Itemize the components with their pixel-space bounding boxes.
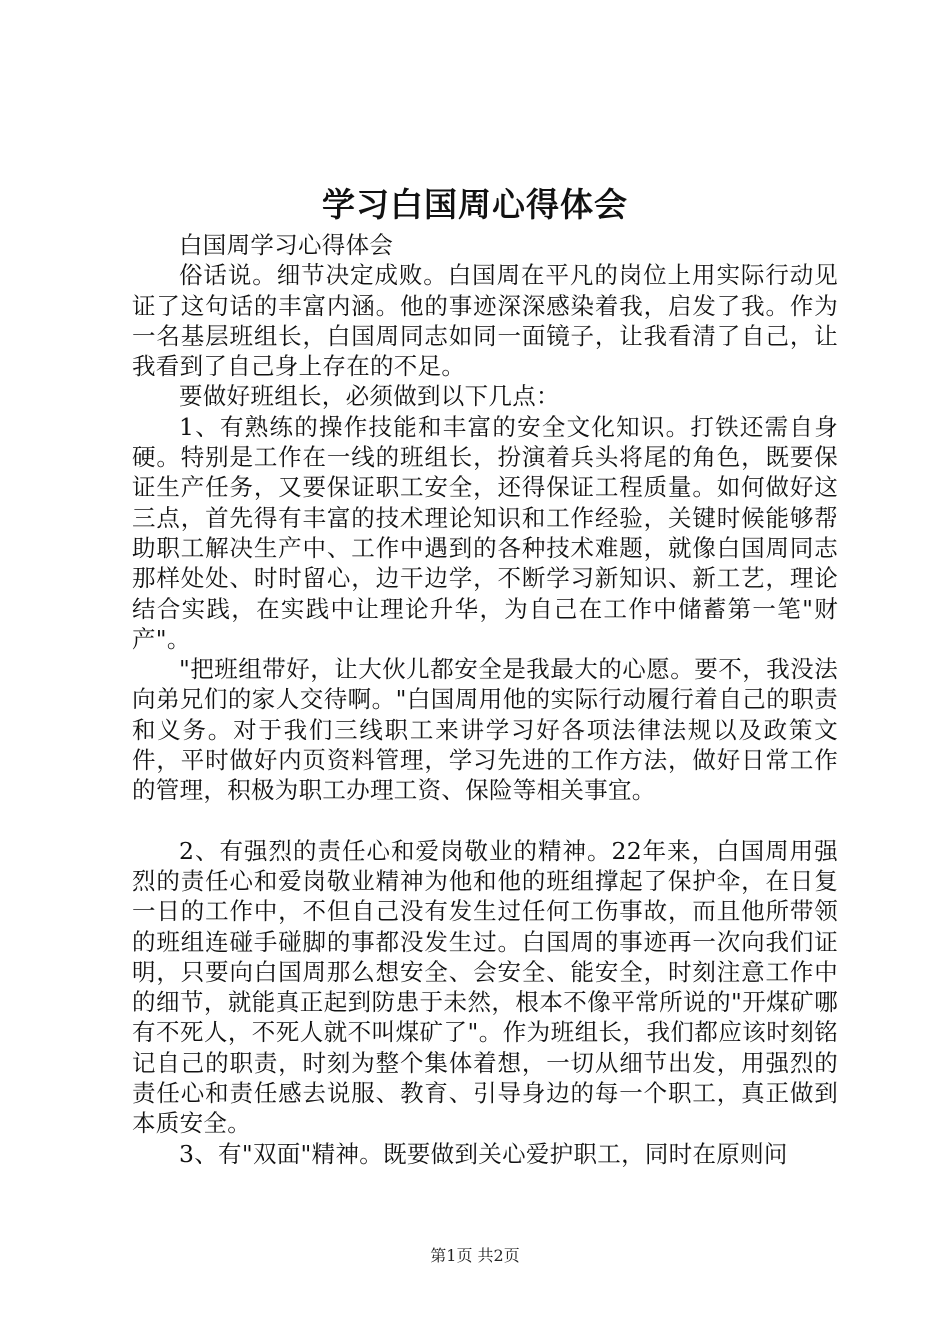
paragraph-point-2: 2、有强烈的责任心和爱岗敬业的精神。22年来，白国周用强烈的责任心和爱岗敬业精神为他和他的班组撑起了保护伞，在日复一日的工作中，不但自己没有发生过任何工伤事故，而且他所带领的班组连碰手碰脚的事都没发生过。白国周的事迹再一次向我们证明，只要向白国周那么想安全、会安全、能安全，时刻注意工作中的细节，就能真正起到防患于未然，根本不像平常所说的"开煤矿哪有不死人，不死人就不叫煤矿了"。作为班组长，我们都应该时刻铭记自己的职责，时刻为整个集体着想，一切从细节出发，用强烈的责任心和责任感去说服、教育、引导身边的每一个职工，真正做到本质安全。 bbox=[132, 836, 838, 1138]
paragraph-lead: 要做好班组长，必须做到以下几点： bbox=[179, 382, 560, 411]
paragraph-point-1: 1、有熟练的操作技能和丰富的安全文化知识。打铁还需自身硬。特别是工作在一线的班组长，扮演着兵头将尾的角色，既要保证生产任务，又要保证职工安全，还得保证工程质量。如何做好这三点，首先得有丰富的技术理论知识和工作经验，关键时候能够帮助职工解决生产中、工作中遇到的各种技术难题，就像白国周同志那样处处、时时留心，边干边学，不断学习新知识、新工艺，理论结合实践，在实践中让理论升华，为自己在工作中储蓄第一笔"财产"。 bbox=[132, 412, 838, 653]
document-body bbox=[132, 230, 838, 1169]
document-title: 学习白国周心得体会 bbox=[322, 185, 628, 224]
paragraph-point-3: 3、有"双面"精神。既要做到关心爱护职工，同时在原则问 bbox=[179, 1139, 788, 1168]
paragraph-intro: 俗话说。细节决定成败。白国周在平凡的岗位上用实际行动见证了这句话的丰富内涵。他的事迹深深感染着我，启发了我。作为一名基层班组长，白国周同志如同一面镜子，让我看清了自己，让我看到了自己身上存在的不足。 bbox=[132, 261, 838, 381]
page-number-footer: 第1页 共2页 bbox=[430, 1246, 520, 1265]
paragraph-subtitle: 白国周学习心得体会 bbox=[179, 231, 394, 259]
paragraph-quote: "把班组带好，让大伙儿都安全是我最大的心愿。要不，我没法向弟兄们的家人交待啊。"白国周用他的实际行动履行着自己的职责和义务。对于我们三线职工来讲学习好各项法律法规以及政策文件，平时做好内页资料管理，学习先进的工作方法，做好日常工作的管理，积极为职工办理工资、保险等相关事宜。 bbox=[132, 655, 838, 805]
